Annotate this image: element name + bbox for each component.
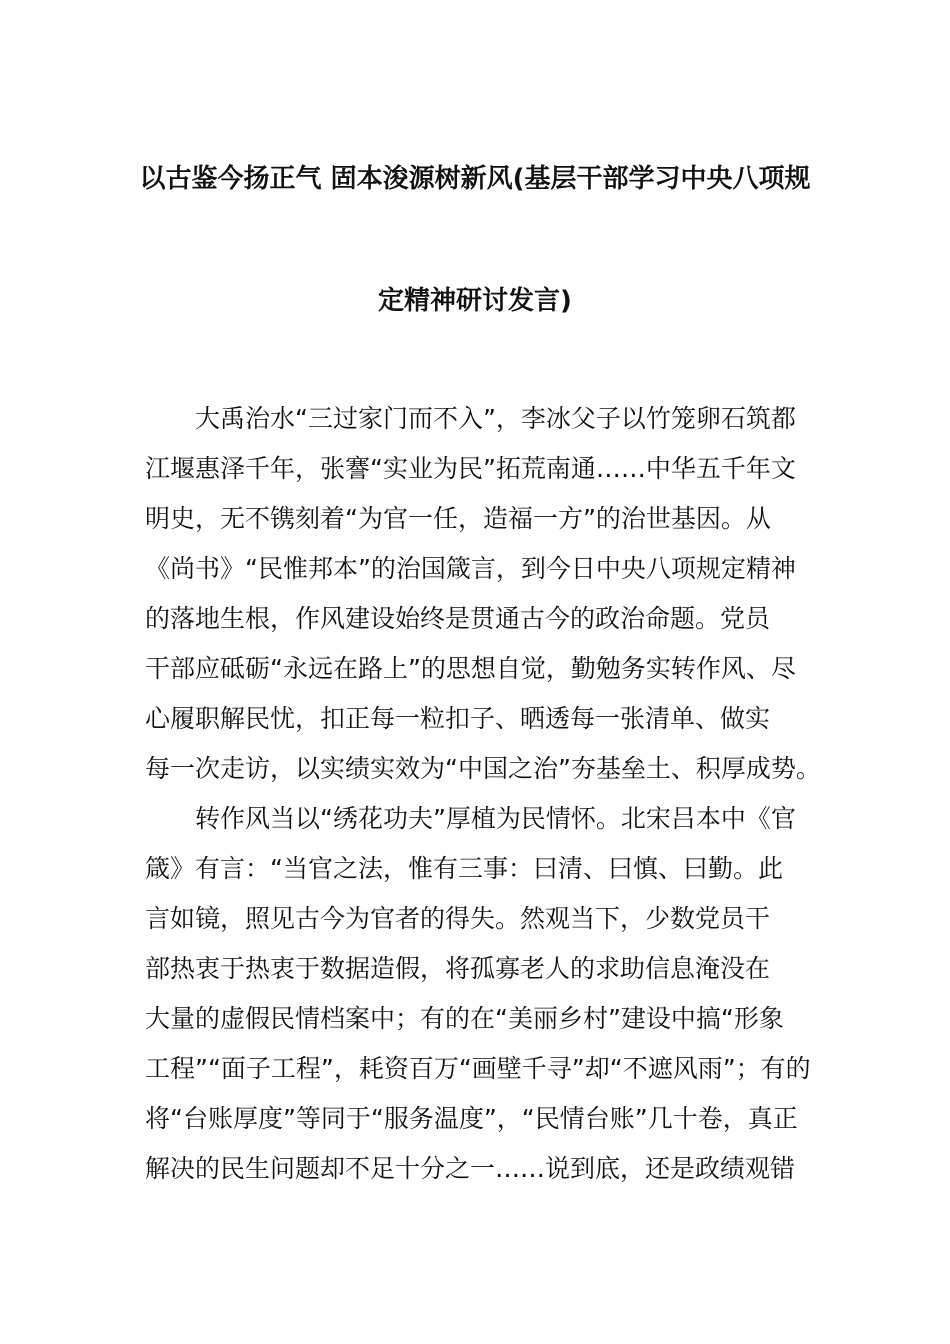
paragraph-2-line: 言如镜，照见古今为官者的得失。然观当下，少数党员干 bbox=[145, 904, 771, 933]
paragraph-1-line: 干部应砥砺“永远在路上”的思想自觉，勤勉务实转作风、尽 bbox=[145, 654, 796, 683]
paragraph-1-line: 心履职解民忧，扣正每一粒扣子、晒透每一张清单、做实 bbox=[145, 704, 771, 733]
document-title bbox=[120, 150, 830, 330]
paragraph-1-line: 每一次走访，以实绩实效为“中国之治”夯基垒土、积厚成势。 bbox=[145, 754, 821, 783]
paragraph-2-line: 解决的民生问题却不足十分之一……说到底，还是政绩观错 bbox=[145, 1154, 796, 1183]
paragraph-2-line: 箴》有言：“当官之法，惟有三事：曰清、曰慎、曰勤。此 bbox=[145, 854, 783, 883]
paragraph-2-line: 转作风当以“绣花功夫”厚植为民情怀。北宋吕本中《官 bbox=[195, 804, 796, 833]
paragraph-2-line: 大量的虚假民情档案中；有的在“美丽乡村”建设中搞“形象 bbox=[145, 1004, 784, 1033]
paragraph-2-line: 工程”“面子工程”，耗资百万“画壁千寻”却“不遮风雨”；有的 bbox=[145, 1054, 811, 1083]
title-line-1: 以古鉴今扬正气 固本浚源树新风(基层干部学习中央八项规 bbox=[139, 164, 811, 194]
paragraph-1-line: 明史，无不镌刻着“为官一任，造福一方”的治世基因。从 bbox=[145, 504, 771, 533]
paragraph-1-line: 大禹治水“三过家门而不入”，李冰父子以竹笼卵石筑都 bbox=[195, 404, 796, 433]
title-line-2: 定精神研讨发言) bbox=[378, 286, 572, 316]
paragraph-1-line: 的落地生根，作风建设始终是贯通古今的政治命题。党员 bbox=[145, 604, 771, 633]
paragraph-1-line: 《尚书》“民惟邦本”的治国箴言，到今日中央八项规定精神 bbox=[145, 554, 796, 583]
paragraph-2-line: 部热衷于热衷于数据造假，将孤寡老人的求助信息淹没在 bbox=[145, 954, 771, 983]
paragraph-1-line: 江堰惠泽千年，张謇“实业为民”拓荒南通……中华五千年文 bbox=[145, 454, 796, 483]
document-body bbox=[145, 394, 821, 1194]
paragraph-2-line: 将“台账厚度”等同于“服务温度”，“民情台账”几十卷，真正 bbox=[145, 1104, 798, 1133]
